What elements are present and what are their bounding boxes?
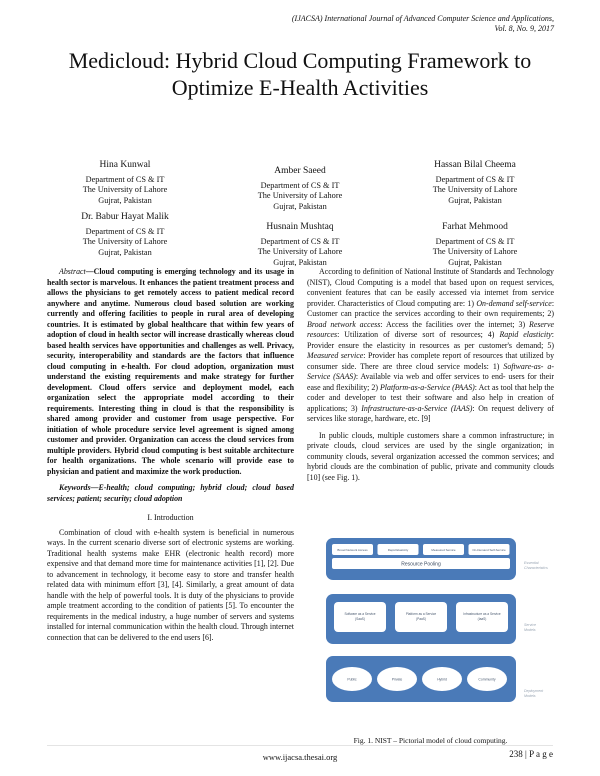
page-number: 238 | P a g e (509, 749, 553, 759)
keywords-label: Keywords (59, 483, 91, 492)
service-label: Software as a Service (344, 612, 376, 616)
service-label: Platform as a Service (405, 612, 437, 616)
header-line: (IJACSA) International Journal of Advanced Computer Science and Applications, (291, 14, 554, 23)
intro-paragraph: Combination of cloud with e-health system is beneficial in numerous ways. In the current scenario diverse sort of electronic systems are working. Traditional health systems make EHR (electronic health record) more expensive and that demand more time for maintenance activities [1], [2]. Due to advancement in technology, it become easy to store and transfer health related data with minimum effort [3], [4]. Similarly, a great amount of data handle with the help of powerful tools. It is duty of the physicians to provide ample treatment according to the condition of patients [5]. To encounter the requirements in the medical industry, a huge number of servers and systems installed for internal communication within the health cloud. Through internet connection that can be delivered to the end users [6]. (47, 527, 294, 642)
journal-header (292, 14, 554, 34)
deployment-label: Private (391, 677, 403, 682)
deployment-label: Public (347, 677, 357, 682)
side-label: Characteristics (524, 566, 548, 570)
author-block (390, 221, 560, 268)
author-dept: Department of CS & IT (435, 237, 515, 246)
side-label: Models (524, 694, 536, 698)
footer-url[interactable]: www.ijacsa.thesai.org (262, 752, 338, 762)
clouds-paragraph: In public clouds, multiple customers share a common infrastructure; in private clouds, cloud services are used by the single organization; in community clouds, several organization accessed the common services; and hybrid clouds are the combination of public, private and community clouds [10] (see Fig. 1). (307, 430, 554, 482)
side-label: Service (524, 623, 536, 627)
author-univ: The University of Lahore (82, 185, 168, 195)
author-block (40, 211, 210, 258)
author-name: Dr. Babur Hayat Malik (81, 212, 169, 222)
side-label: Models (524, 628, 536, 632)
author-block (390, 159, 560, 206)
header-line: Vol. 8, No. 9, 2017 (494, 24, 554, 33)
deployment-label: Community (478, 677, 496, 682)
author-city: Gujrat, Pakistan (98, 195, 152, 205)
characteristic-label: Measured Service (431, 548, 456, 552)
nist-figure (312, 538, 554, 730)
service-label: (PaaS) (416, 617, 426, 621)
author-univ: The University of Lahore (257, 247, 343, 257)
right-column (307, 267, 554, 483)
title-line: Medicloud: Hybrid Cloud Computing Framework to (68, 48, 532, 73)
abstract-label: Abstract (59, 267, 86, 276)
abstract-text: —Cloud computing is emerging technology and its usage in health sector is marvelous. It enhances the patient treatment process and allows the physicians to get remotely access to patient medical record anywhere and anytime. Numerous cloud based solution are working currently and offering facilities to people in rural area of developing countries. It is estimated by global healthcare that within few years of adoption of cloud in health sector will increase drastically whereas cloud based health services have opportunities and challenges as well. Privacy, security, interoperability and standards are the factors that influence cloud computing in e-health. For cloud adoption, organization must understand the existing requirements and make strategy for further development. Cloud offers service and deployment model, each organization select the appropriate model according to their requirements. Interesting thing in cloud is that the responsibility is shared among provider and customer from usage perspective. For initiation of whole procedure service level agreement is signed among customer and provider. Organization can access the cloud services from multiple providers. Hybrid cloud computing is best suitable architecture for health organizations. The whole scenario will provide ease to physician and patient and maximize the work production. (47, 267, 294, 476)
author-block (215, 165, 385, 212)
deployment-label: Hybrid (437, 677, 447, 682)
author-city: Gujrat, Pakistan (98, 247, 152, 257)
author-dept: Department of CS & IT (85, 227, 165, 236)
author-univ: The University of Lahore (432, 247, 518, 257)
characteristic-label: Broad Network Access (337, 548, 368, 552)
author-city: Gujrat, Pakistan (273, 257, 327, 267)
section-heading: I. Introduction (147, 513, 194, 522)
keywords-text: —E-health; cloud computing; hybrid cloud; cloud based services; patient; security; cloud adoption (47, 483, 294, 503)
author-name: Hassan Bilal Cheema (434, 160, 516, 170)
resource-pooling-label: Resource Pooling (401, 561, 441, 568)
author-dept: Department of CS & IT (85, 175, 165, 184)
author-univ: The University of Lahore (432, 185, 518, 195)
abstract (47, 267, 294, 643)
characteristic-label: On-Demand Self-Service (472, 548, 506, 552)
paper-title (0, 47, 600, 101)
characteristic-label: Rapid Elasticity (387, 548, 409, 552)
author-dept: Department of CS & IT (260, 181, 340, 190)
author-city: Gujrat, Pakistan (448, 195, 502, 205)
author-name: Farhat Mehmood (442, 222, 508, 232)
nist-paragraph: According to definition of National Institute of Standards and Technology (NIST), Cloud Computing is a model that based upon on request services, convenient features that can be easily accessed via internet from service provider. Characteristics of Cloud computing are: 1) On-demand self-service: Customer can practice the services according to their own requirements; 2) Broad network access: Access the facilities over the internet; 3) Reserve resources: Utilization of diverse sort of resources; 4) Rapid elasticity: Provider ensure the elasticity in resources as per customer's demand; 5) Measured service: Provider has complete report of resources that utilized by consumer side. There are three cloud service models: 1) Software-as- a-Service (SAAS): Available via web and offer services to end- users for their ease and flexibility; 2) Platform-as-a-Service (PAAS): Act as tool that help the coder and developer to test their software and also help in creation of applications; 3) Infrastructure-as-a-Service (IAAS): On request delivery of services like storage, hardware, etc. [9] (307, 267, 555, 423)
side-label: Essential (524, 561, 539, 565)
service-label: Infrastructure as a Service (463, 612, 501, 616)
author-block (215, 221, 385, 268)
author-city: Gujrat, Pakistan (273, 201, 327, 211)
author-name: Husnain Mushtaq (266, 222, 334, 232)
service-label: (SaaS) (355, 617, 365, 621)
service-label: (IaaS) (477, 617, 487, 621)
author-dept: Department of CS & IT (435, 175, 515, 184)
author-dept: Department of CS & IT (260, 237, 340, 246)
author-block (40, 159, 210, 206)
footer-divider (47, 745, 553, 746)
figure-caption: Fig. 1. NIST – Pictorial model of cloud computing. (353, 736, 508, 745)
author-univ: The University of Lahore (82, 237, 168, 247)
title-line: Optimize E-Health Activities (171, 75, 429, 100)
author-name: Hina Kunwal (99, 160, 151, 170)
author-city: Gujrat, Pakistan (448, 257, 502, 267)
side-label: Deployment (524, 689, 544, 693)
author-univ: The University of Lahore (257, 191, 343, 201)
author-name: Amber Saeed (274, 166, 326, 176)
